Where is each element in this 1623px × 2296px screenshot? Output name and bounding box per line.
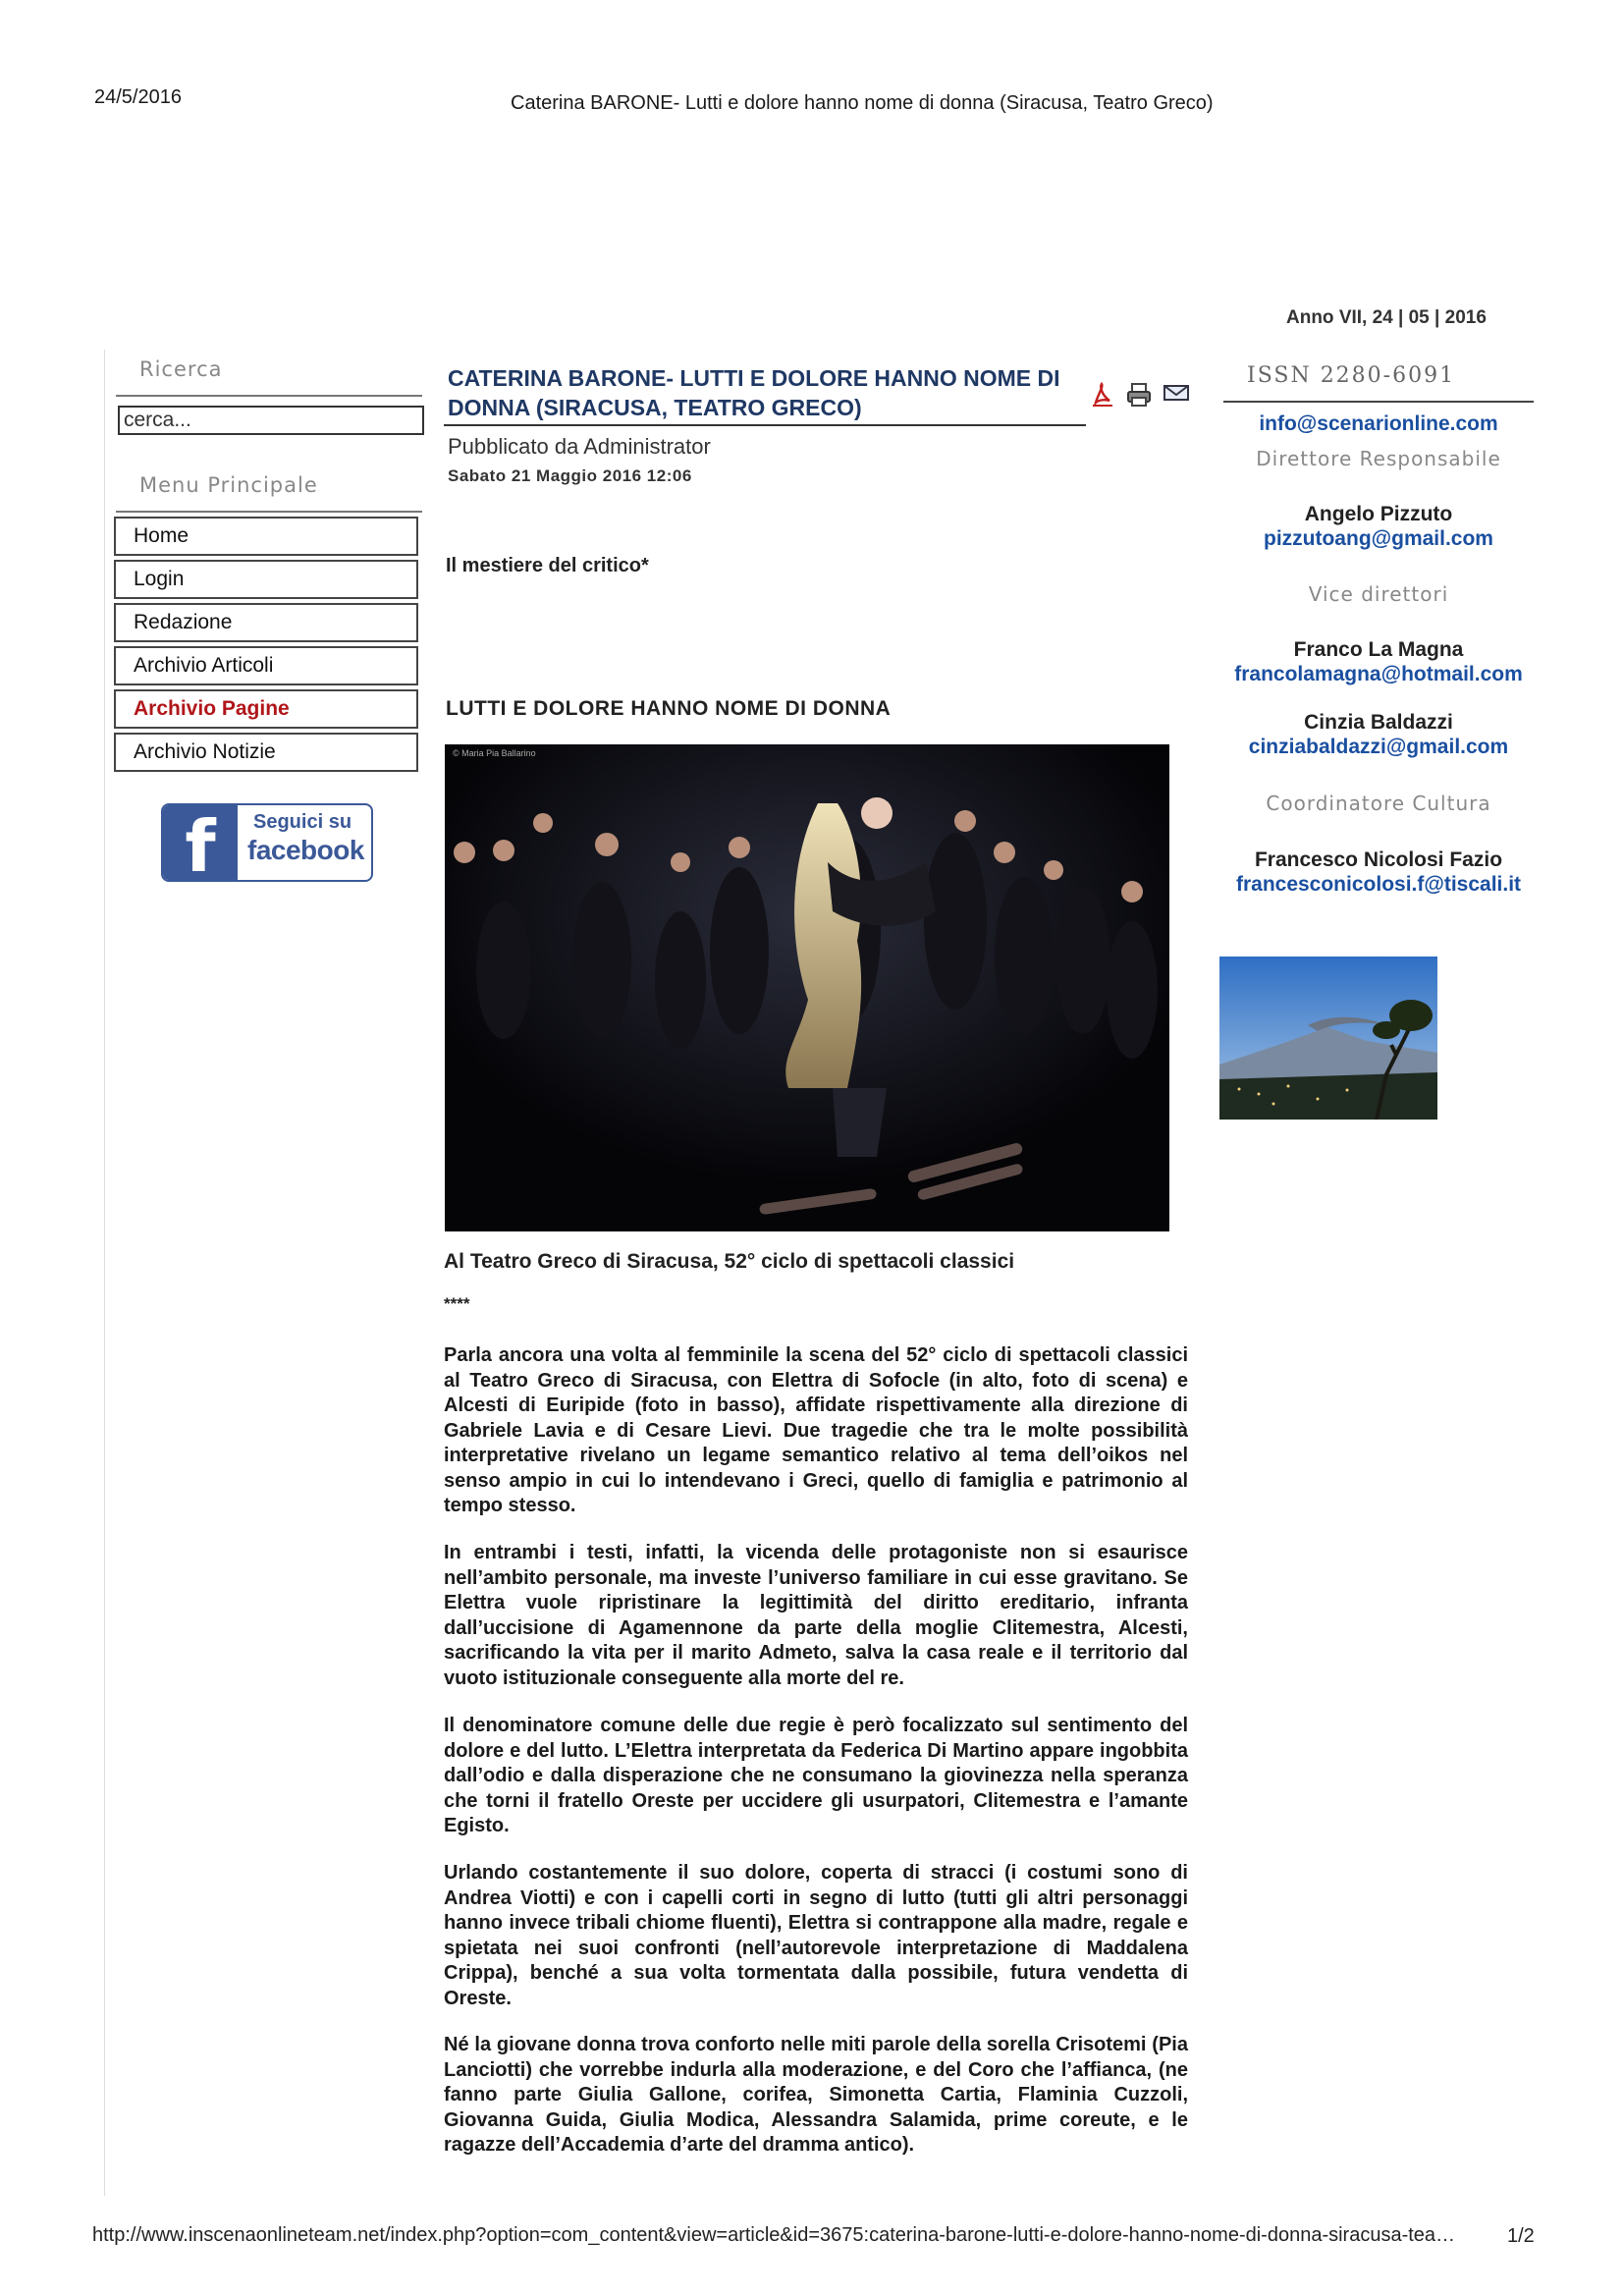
facebook-follow-button[interactable] [161, 803, 373, 882]
issue-date: Anno VII, 24 | 05 | 2016 [1286, 307, 1487, 328]
menu-item-archivio-notizie[interactable]: Archivio Notizie [114, 733, 418, 772]
photo-credit: © Maria Pia Ballarino [453, 748, 536, 758]
facebook-icon: f [163, 805, 238, 880]
issn: ISSN 2280-6091 [1247, 363, 1456, 388]
direttore-name: Angelo Pizzuto [1304, 503, 1453, 525]
menu-item-archivio-articoli[interactable]: Archivio Articoli [114, 646, 418, 685]
coord-label: Coordinatore Cultura [1266, 792, 1491, 815]
article-kicker: Il mestiere del critico* [446, 555, 649, 576]
etna-landscape-image [1219, 957, 1437, 1120]
separator: **** [444, 1294, 470, 1313]
menu-item-archivio-pagine[interactable]: Archivio Pagine [114, 689, 418, 729]
author-line: Pubblicato da Administrator [448, 434, 711, 459]
print-page-title: Caterina BARONE- Lutti e dolore hanno nome di donna (Siracusa, Teatro Greco) [511, 92, 1214, 114]
direttore-email[interactable]: pizzutoang@gmail.com [1264, 527, 1493, 550]
photo-caption: Al Teatro Greco di Siracusa, 52° ciclo di spettacoli classici [444, 1250, 1015, 1273]
email-icon[interactable] [1163, 381, 1190, 405]
vice1-name: Franco La Magna [1293, 638, 1464, 661]
main-menu [114, 517, 418, 776]
menu-heading: Menu Principale [139, 473, 318, 497]
print-url: http://www.inscenaonlineteam.net/index.php?option=com_content&view=article&id=3675:caterina-barone-lutti-e-dolore-hanno-nome-di-donna-siracusa-tea… [92, 2224, 1456, 2246]
direttore-label: Direttore Responsabile [1256, 447, 1501, 470]
divider [444, 424, 1086, 426]
divider [116, 511, 422, 513]
paragraph: Parla ancora una volta al femminile la scena del 52° ciclo di spettacoli classici al Teatro Greco di Siracusa, con Elettra di Sofocle (in alto, foto di scena) e Alcesti di Euripide (foto in basso), affidate rispettivamente alla direzione di Gabriele Lavia e di Cesare Lievi. Due tragedie che tra le molte possibilità interpretative rivelano un legame semantico relativo al tema dell’oikos nel senso ampio in cui lo intendevano i Greci, quello di famiglia e patrimonio al tempo stesso. [444, 1344, 1188, 1516]
pdf-icon[interactable] [1090, 381, 1115, 409]
paragraph: Né la giovane donna trova conforto nelle miti parole della sorella Crisotemi (Pia Lanciotti) che vorrebbe indurla alla moderazione, e del Coro che l’affianca, (ne fanno parte Giulia Gallone, corifea, Simonetta Cartia, Flaminia Cuzzoli, Giovanna Guida, Giulia Modica, Alessandra Salamida, prime coreute, e le ragazze dell’Accademia d’arte del dramma antico). [444, 2034, 1188, 2156]
coord-email[interactable]: francesconicolosi.f@tiscali.it [1235, 873, 1522, 896]
column-divider [104, 350, 105, 2196]
search-input[interactable] [118, 406, 424, 435]
coord-name: Francesco Nicolosi Fazio [1254, 848, 1503, 871]
paragraph: Urlando costantemente il suo dolore, coperta di stracci (i costumi sono di Andrea Viotti) e con i capelli corti in segno di lutto (tutti gli altri personaggi hanno invece tribali chiome fluenti), Elettra si contrappone alla madre, regale e spietata nei suoi confronti (nell’autorevole interpretazione di Maddalena Crippa), benché a sua volta tormentata dalla possibile, futura vendetta di Oreste. [444, 1862, 1188, 2009]
vice-label: Vice direttori [1308, 582, 1449, 606]
print-icon[interactable] [1125, 381, 1153, 409]
article-title[interactable]: CATERINA BARONE- LUTTI E DOLORE HANNO NOME DI DONNA (SIRACUSA, TEATRO GRECO) [448, 365, 1060, 420]
vice2-email[interactable]: cinziabaldazzi@gmail.com [1248, 736, 1509, 758]
search-heading: Ricerca [139, 357, 223, 381]
menu-item-redazione[interactable]: Redazione [114, 603, 418, 642]
menu-item-home[interactable]: Home [114, 517, 418, 556]
stage-photo [445, 744, 1169, 1231]
divider [1223, 401, 1534, 403]
print-page-number: 1/2 [1507, 2225, 1535, 2247]
divider [116, 395, 422, 397]
vice1-email[interactable]: francolamagna@hotmail.com [1234, 663, 1523, 685]
print-date: 24/5/2016 [94, 86, 182, 108]
article-subheading: LUTTI E DOLORE HANNO NOME DI DONNA [446, 697, 892, 720]
vice2-name: Cinzia Baldazzi [1304, 711, 1453, 734]
paragraph: Il denominatore comune delle due regie è però focalizzato sul sentimento del dolore e del lutto. L’Elettra interpretata da Federica Di Martino appare ingobbita dall’odio e dalla disperazione che ne consumano la giovinezza nella speranza che torni il fratello Oreste per uccidere gli usurpatori, Clitemestra e l’amante Egisto. [444, 1715, 1188, 1836]
paragraph: In entrambi i testi, infatti, la vicenda delle protagoniste non si esaurisce nell’ambito personale, ma investe l’universo familiare in cui esse gravitano. Se Elettra vuole ripristinare la legittimità del diritto ereditario, infranta dall’uccisione di Agamennone da parte della moglie Clitemestra, Alcesti, sacrificando la vita per il marito Admeto, salva la casa reale e il territorio dal vuoto istituzionale conseguente alla morte del re. [444, 1542, 1188, 1689]
facebook-line1: Seguici su [253, 811, 352, 833]
facebook-line2: facebook [247, 835, 364, 865]
menu-item-login[interactable]: Login [114, 560, 418, 599]
contact-email[interactable]: info@scenarionline.com [1259, 412, 1498, 435]
publish-date: Sabato 21 Maggio 2016 12:06 [448, 466, 692, 485]
article-actions [1090, 381, 1188, 410]
